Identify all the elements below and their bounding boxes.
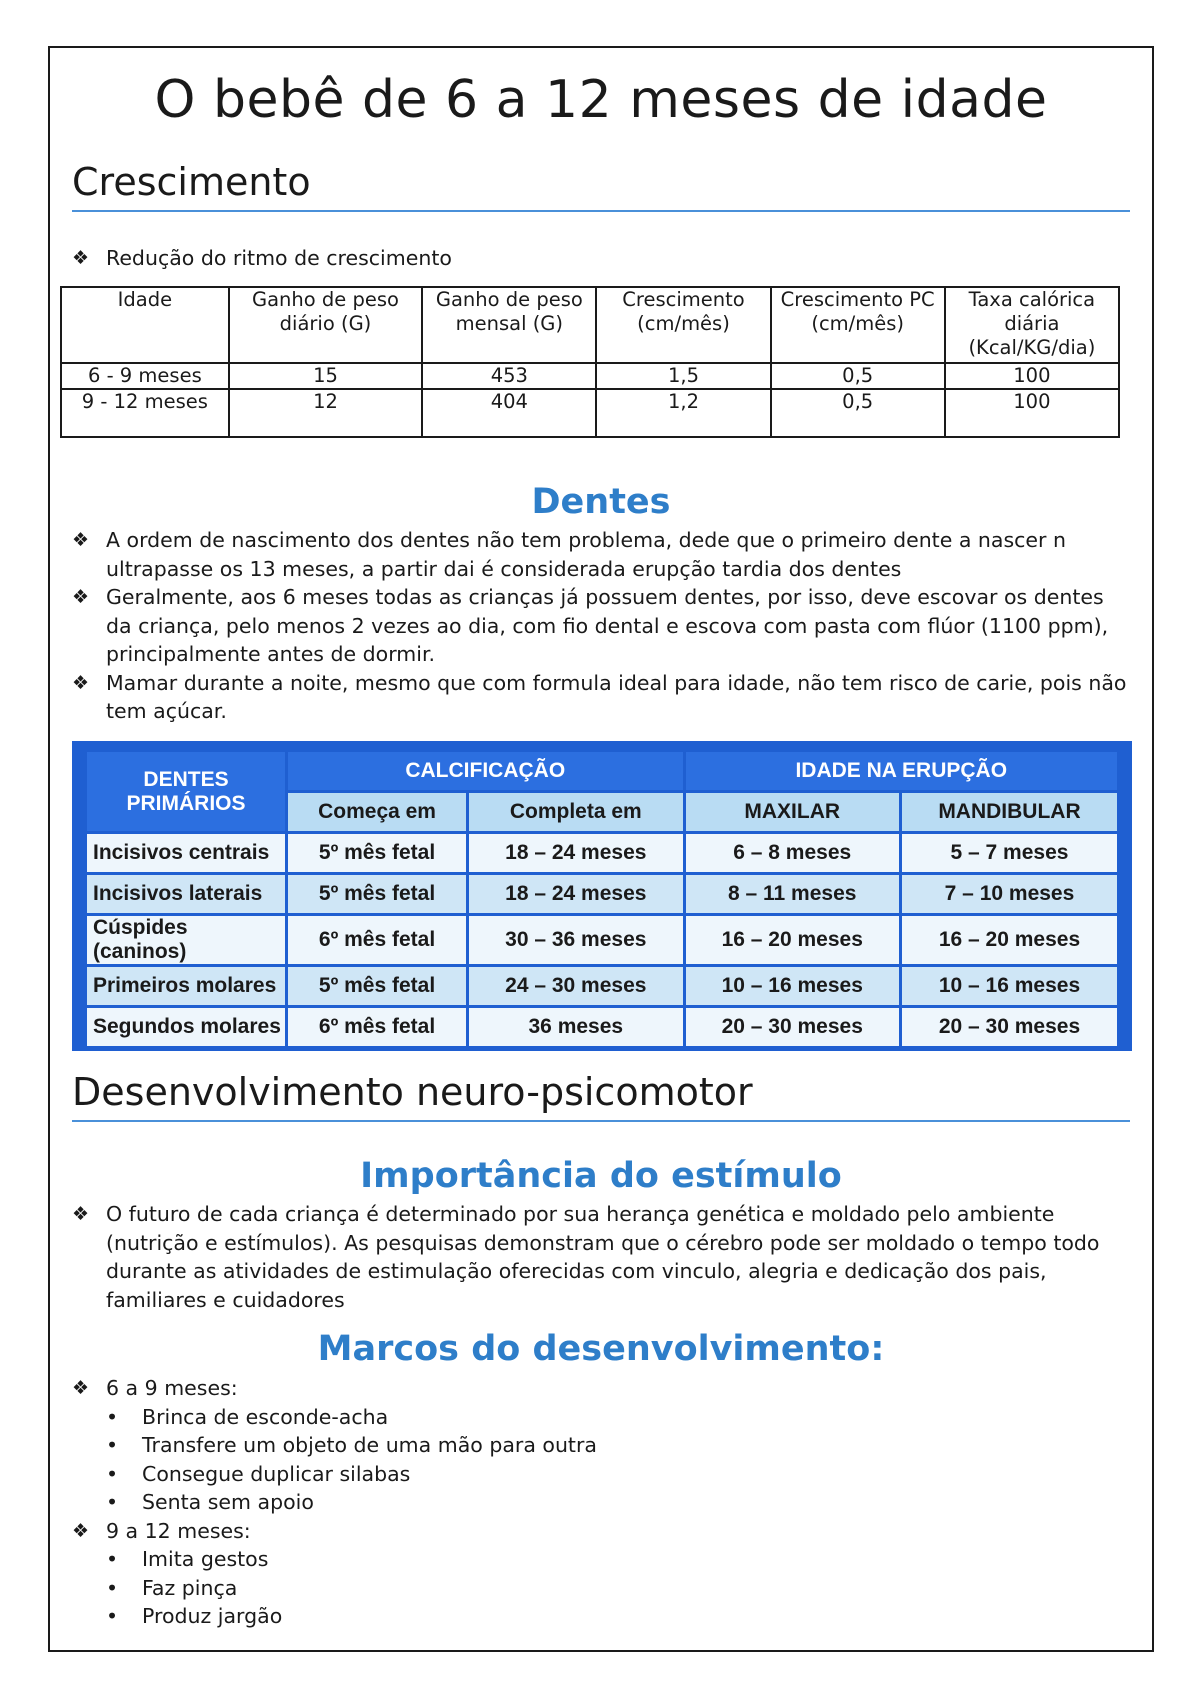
table-header-cell: Completa em — [469, 793, 682, 831]
table-cell: 10 – 16 meses — [902, 967, 1117, 1005]
bullet-text: A ordem de nascimento dos dentes não tem problema, dede que o primeiro dente a nascer n ultrapasse os 13 meses, a partir dai é considerada erupção tardia dos dentes — [106, 528, 1066, 581]
milestone-text: Transfere um objeto de uma mão para outra — [142, 1433, 597, 1457]
table-cell: 100 — [945, 389, 1119, 437]
bullet-text: Redução do ritmo de crescimento — [106, 246, 452, 270]
list-item — [72, 1545, 1130, 1631]
table-header-cell: CALCIFICAÇÃO — [288, 752, 683, 790]
milestone-text: Imita gestos — [142, 1547, 269, 1571]
crescimento-bullets — [72, 244, 1130, 273]
table-cell: 6º mês fetal — [288, 916, 466, 964]
milestone-group-label: 6 a 9 meses: — [106, 1376, 238, 1400]
table-header-cell: Taxa calórica diária (Kcal/KG/dia) — [945, 287, 1119, 363]
table-cell: 36 meses — [469, 1008, 682, 1046]
table-cell: 6º mês fetal — [288, 1008, 466, 1046]
table-cell: Primeiros molares — [87, 967, 285, 1005]
table-row — [87, 875, 1117, 913]
table-cell: Cúspides (caninos) — [87, 916, 285, 964]
table-cell: 7 – 10 meses — [902, 875, 1117, 913]
dot-bullet-icon: • — [106, 1547, 119, 1571]
section-heading-desenvolvimento: Desenvolvimento neuro-psicomotor — [72, 1070, 1130, 1122]
list-item — [72, 1517, 1130, 1546]
diamond-bullet-icon: ❖ — [72, 671, 90, 694]
teeth-table — [84, 749, 1120, 1049]
table-cell: 8 – 11 meses — [686, 875, 899, 913]
table-cell: 30 – 36 meses — [469, 916, 682, 964]
list-item — [72, 1488, 1130, 1517]
list-item — [72, 1431, 1130, 1460]
subheading-marcos: Marcos do desenvolvimento: — [317, 1329, 885, 1369]
table-row — [87, 967, 1117, 1005]
table-cell: 10 – 16 meses — [686, 967, 899, 1005]
table-header-cell: Idade — [61, 287, 229, 363]
teeth-table-image — [72, 741, 1132, 1051]
table-cell: 18 – 24 meses — [469, 875, 682, 913]
table-header-cell: Começa em — [288, 793, 466, 831]
table-cell: 0,5 — [771, 389, 945, 437]
bullet-text: O futuro de cada criança é determinado por sua herança genética e moldado pelo ambiente (nutrição e estímulos). As pesquisas demonstram que o cérebro pode ser moldado o tempo todo durante as atividades de estimulação oferecidas com vinculo, alegria e dedicação dos pais, familiares e cuidadores — [106, 1202, 1100, 1312]
table-cell: 0,5 — [771, 363, 945, 389]
table-row — [61, 363, 1119, 389]
table-cell: 18 – 24 meses — [469, 834, 682, 872]
dot-bullet-icon: • — [106, 1404, 119, 1429]
table-header-row — [61, 287, 1119, 363]
milestone-text: Senta sem apoio — [142, 1490, 314, 1514]
table-header-cell: MANDIBULAR — [902, 793, 1117, 831]
dot-bullet-icon: • — [106, 1604, 119, 1628]
dot-bullet-icon: • — [106, 1490, 119, 1514]
table-header-cell: IDADE NA ERUPÇÃO — [686, 752, 1117, 790]
list-item — [72, 669, 1130, 726]
table-row — [87, 916, 1117, 964]
section-heading-crescimento: Crescimento — [72, 160, 1130, 212]
list-item — [72, 526, 1130, 583]
dot-bullet-icon: • — [106, 1575, 119, 1600]
table-row — [61, 389, 1119, 437]
page-title: O bebê de 6 a 12 meses de idade — [154, 70, 1048, 130]
list-item — [72, 1602, 1130, 1631]
table-header-cell: Crescimento PC (cm/mês) — [771, 287, 945, 363]
list-item — [72, 1403, 1130, 1517]
milestone-text: Consegue duplicar silabas — [142, 1461, 411, 1486]
table-cell: Incisivos laterais — [87, 875, 285, 913]
table-cell: 6 - 9 meses — [61, 363, 229, 389]
list-item — [72, 1374, 1130, 1403]
diamond-bullet-icon: ❖ — [72, 1519, 90, 1542]
bullet-text: Geralmente, aos 6 meses todas as crianças já possuem dentes, por isso, deve escovar os dentes da criança, pelo menos 2 vezes ao dia, com fio dental e escova com pasta com flúor (1100 ppm), principalmente antes de dormir. — [106, 585, 1109, 666]
table-cell: 5º mês fetal — [288, 875, 466, 913]
table-header-row — [87, 752, 1117, 790]
list-item — [72, 1574, 1130, 1603]
table-cell: 15 — [229, 363, 423, 389]
table-cell: 16 – 20 meses — [686, 916, 899, 964]
table-cell: 5º mês fetal — [288, 834, 466, 872]
table-cell: 6 – 8 meses — [686, 834, 899, 872]
list-item — [72, 583, 1130, 669]
milestone-sublist — [72, 1545, 1130, 1631]
dentes-bullets — [72, 526, 1130, 726]
table-row — [87, 834, 1117, 872]
table-row — [87, 1008, 1117, 1046]
table-cell: 453 — [422, 363, 596, 389]
table-header-cell: Ganho de peso diário (G) — [229, 287, 423, 363]
list-item — [72, 244, 1130, 273]
page-frame — [48, 46, 1154, 1652]
diamond-bullet-icon: ❖ — [72, 529, 90, 551]
diamond-bullet-icon: ❖ — [72, 247, 90, 269]
diamond-bullet-icon: ❖ — [72, 1203, 90, 1225]
milestone-text: Faz pinça — [142, 1575, 238, 1600]
table-cell: 1,5 — [596, 363, 770, 389]
list-item — [72, 1545, 1130, 1574]
table-cell: 9 - 12 meses — [61, 389, 229, 437]
dot-bullet-icon: • — [106, 1433, 119, 1457]
table-cell: 16 – 20 meses — [902, 916, 1117, 964]
estimulo-bullets — [72, 1200, 1130, 1314]
subheading-dentes: Dentes — [531, 482, 671, 522]
table-header-cell: Ganho de peso mensal (G) — [422, 287, 596, 363]
table-cell: 100 — [945, 363, 1119, 389]
table-cell: 24 – 30 meses — [469, 967, 682, 1005]
dot-bullet-icon: • — [106, 1461, 119, 1486]
milestone-text: Produz jargão — [142, 1604, 283, 1628]
growth-table — [60, 286, 1120, 438]
table-cell: 20 – 30 meses — [902, 1008, 1117, 1046]
table-cell: 5º mês fetal — [288, 967, 466, 1005]
table-cell: 5 – 7 meses — [902, 834, 1117, 872]
table-cell: 1,2 — [596, 389, 770, 437]
table-cell: 20 – 30 meses — [686, 1008, 899, 1046]
marcos-list — [72, 1374, 1130, 1631]
table-header-cell: Crescimento (cm/mês) — [596, 287, 770, 363]
list-item — [72, 1403, 1130, 1432]
diamond-bullet-icon: ❖ — [72, 586, 90, 608]
table-header-cell: MAXILAR — [686, 793, 899, 831]
subheading-estimulo: Importância do estímulo — [360, 1156, 842, 1196]
table-cell: 404 — [422, 389, 596, 437]
list-item — [72, 1460, 1130, 1489]
milestone-sublist — [72, 1403, 1130, 1517]
milestone-group-label: 9 a 12 meses: — [106, 1518, 251, 1543]
milestone-text: Brinca de esconde-acha — [142, 1404, 389, 1429]
diamond-bullet-icon: ❖ — [72, 1377, 90, 1399]
list-item — [72, 1200, 1130, 1314]
bullet-text: Mamar durante a noite, mesmo que com formula ideal para idade, não tem risco de carie, pois não tem açúcar. — [106, 670, 1127, 723]
table-header-cell: DENTES PRIMÁRIOS — [87, 752, 285, 831]
table-cell: Incisivos centrais — [87, 834, 285, 872]
table-cell: Segundos molares — [87, 1008, 285, 1046]
table-cell: 12 — [229, 389, 423, 437]
